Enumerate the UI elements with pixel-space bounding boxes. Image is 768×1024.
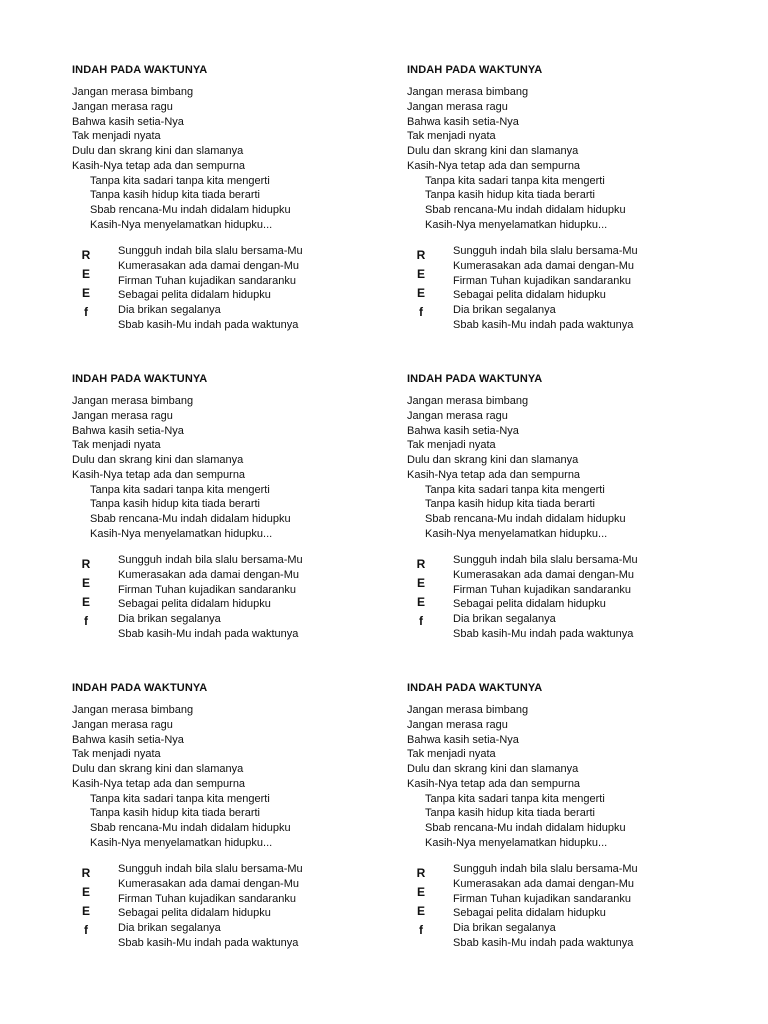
verse-line: Jangan merasa ragu — [407, 100, 508, 113]
verse-line: Kasih-Nya menyelamatkan hidupku... — [425, 527, 608, 540]
chorus-line: Sungguh indah bila slalu bersama-Mu — [453, 245, 638, 257]
verse-line: Jangan merasa bimbang — [72, 395, 194, 407]
reff-letter: E — [81, 904, 90, 918]
chorus-line: Sbab kasih-Mu indah pada waktunya — [453, 318, 634, 331]
chorus-line: Sebagai pelita didalam hidupku — [118, 289, 271, 302]
verse-line: Sbab rencana-Mu indah didalam hidupku — [425, 204, 626, 216]
verse-line: Jangan merasa bimbang — [407, 704, 529, 716]
reff-letter: E — [416, 595, 425, 609]
chorus-line: Sungguh indah bila slalu bersama-Mu — [118, 863, 303, 875]
reff-letter: R — [81, 248, 91, 262]
verse-line: Jangan merasa ragu — [72, 718, 173, 731]
chorus — [453, 862, 638, 951]
verse-line: Jangan merasa ragu — [72, 100, 173, 113]
verse-line: Dulu dan skrang kini dan slamanya — [407, 454, 579, 466]
reff-letter: f — [84, 923, 88, 937]
chorus-line: Dia brikan segalanya — [453, 304, 556, 316]
chorus-line: Sebagai pelita didalam hidupku — [453, 598, 606, 611]
verse-line: Tanpa kita sadari tanpa kita mengerti — [425, 483, 605, 496]
verse-line: Sbab rencana-Mu indah didalam hidupku — [425, 513, 626, 525]
chorus-line: Sbab kasih-Mu indah pada waktunya — [118, 627, 299, 640]
reff-letter: R — [416, 248, 426, 262]
chorus — [118, 244, 303, 333]
chorus-line: Firman Tuhan kujadikan sandaranku — [118, 892, 296, 905]
chorus-line: Sungguh indah bila slalu bersama-Mu — [118, 245, 303, 257]
lyrics-block — [407, 681, 737, 981]
chorus-line: Firman Tuhan kujadikan sandaranku — [453, 274, 631, 287]
song-title: INDAH PADA WAKTUNYA — [72, 682, 208, 694]
reff-letter: f — [84, 614, 88, 628]
chorus-line: Sbab kasih-Mu indah pada waktunya — [118, 936, 299, 949]
verse — [72, 703, 291, 851]
verse-line: Dulu dan skrang kini dan slamanya — [407, 145, 579, 157]
reff-letter: f — [419, 305, 423, 319]
reff-label — [415, 246, 427, 322]
chorus-line: Sebagai pelita didalam hidupku — [118, 907, 271, 920]
verse-line: Tanpa kita sadari tanpa kita mengerti — [425, 792, 605, 805]
verse — [407, 394, 626, 542]
verse-line: Tanpa kita sadari tanpa kita mengerti — [90, 792, 270, 805]
song-title: INDAH PADA WAKTUNYA — [72, 373, 208, 385]
reff-letter: R — [81, 866, 91, 880]
verse-line: Dulu dan skrang kini dan slamanya — [72, 145, 244, 157]
verse-line: Tanpa kasih hidup kita tiada berarti — [90, 189, 260, 202]
chorus-line: Dia brikan segalanya — [453, 613, 556, 625]
lyrics-block — [72, 681, 402, 981]
chorus-line: Sebagai pelita didalam hidupku — [118, 598, 271, 611]
chorus-line: Firman Tuhan kujadikan sandaranku — [118, 583, 296, 596]
reff-letter: f — [419, 923, 423, 937]
verse-line: Jangan merasa bimbang — [407, 395, 529, 407]
reff-letter: E — [416, 904, 425, 918]
reff-letter: f — [84, 305, 88, 319]
verse-line: Tanpa kasih hidup kita tiada berarti — [425, 807, 595, 820]
chorus-line: Kumerasakan ada damai dengan-Mu — [118, 877, 300, 890]
verse-line: Jangan merasa bimbang — [72, 704, 194, 716]
reff-letter: E — [81, 885, 90, 899]
verse-line: Tanpa kasih hidup kita tiada berarti — [425, 189, 595, 202]
lyrics-block — [407, 63, 737, 363]
chorus-line: Sungguh indah bila slalu bersama-Mu — [453, 863, 638, 875]
chorus-line: Firman Tuhan kujadikan sandaranku — [453, 583, 631, 596]
song-title: INDAH PADA WAKTUNYA — [407, 373, 543, 385]
chorus-line: Kumerasakan ada damai dengan-Mu — [118, 568, 300, 581]
verse-line: Bahwa kasih setia-Nya — [407, 424, 519, 437]
verse-line: Kasih-Nya menyelamatkan hidupku... — [425, 218, 608, 231]
verse-line: Sbab rencana-Mu indah didalam hidupku — [90, 513, 291, 525]
chorus-line: Kumerasakan ada damai dengan-Mu — [453, 568, 635, 581]
reff-letter: E — [81, 267, 90, 281]
song-title: INDAH PADA WAKTUNYA — [407, 682, 543, 694]
verse-line: Sbab rencana-Mu indah didalam hidupku — [90, 822, 291, 834]
verse — [407, 703, 626, 851]
song-title: INDAH PADA WAKTUNYA — [72, 64, 208, 76]
verse-line: Sbab rencana-Mu indah didalam hidupku — [425, 822, 626, 834]
chorus-line: Kumerasakan ada damai dengan-Mu — [453, 877, 635, 890]
verse-line: Bahwa kasih setia-Nya — [72, 115, 184, 128]
verse-line: Bahwa kasih setia-Nya — [407, 115, 519, 128]
verse-line: Sbab rencana-Mu indah didalam hidupku — [90, 204, 291, 216]
verse — [407, 85, 626, 233]
verse-line: Tak menjadi nyata — [72, 130, 161, 143]
chorus-line: Kumerasakan ada damai dengan-Mu — [118, 259, 300, 272]
reff-label — [80, 864, 92, 940]
verse-line: Dulu dan skrang kini dan slamanya — [407, 763, 579, 775]
verse-line: Kasih-Nya tetap ada dan sempurna — [407, 159, 581, 172]
verse-line: Kasih-Nya menyelamatkan hidupku... — [90, 218, 273, 231]
chorus-line: Sbab kasih-Mu indah pada waktunya — [453, 627, 634, 640]
verse-line: Tanpa kasih hidup kita tiada berarti — [90, 807, 260, 820]
verse-line: Tanpa kita sadari tanpa kita mengerti — [425, 174, 605, 187]
chorus-line: Dia brikan segalanya — [118, 304, 221, 316]
reff-letter: R — [81, 557, 91, 571]
verse-line: Tak menjadi nyata — [407, 439, 496, 452]
chorus-line: Sebagai pelita didalam hidupku — [453, 907, 606, 920]
verse-line: Tak menjadi nyata — [407, 130, 496, 143]
verse-line: Kasih-Nya tetap ada dan sempurna — [72, 159, 246, 172]
chorus-line: Dia brikan segalanya — [118, 922, 221, 934]
reff-letter: E — [416, 576, 425, 590]
verse-line: Tanpa kasih hidup kita tiada berarti — [425, 498, 595, 511]
chorus — [118, 553, 303, 642]
chorus-line: Sungguh indah bila slalu bersama-Mu — [453, 554, 638, 566]
verse-line: Jangan merasa bimbang — [407, 86, 529, 98]
lyrics-block — [407, 372, 737, 672]
reff-label — [80, 246, 92, 322]
chorus-line: Dia brikan segalanya — [453, 922, 556, 934]
reff-letter: R — [416, 866, 426, 880]
reff-letter: f — [419, 614, 423, 628]
verse-line: Kasih-Nya menyelamatkan hidupku... — [90, 836, 273, 849]
verse-line: Kasih-Nya tetap ada dan sempurna — [407, 777, 581, 790]
chorus — [453, 553, 638, 642]
chorus-line: Sungguh indah bila slalu bersama-Mu — [118, 554, 303, 566]
verse-line: Tak menjadi nyata — [72, 748, 161, 761]
lyrics-block — [72, 372, 402, 672]
verse-line: Bahwa kasih setia-Nya — [407, 733, 519, 746]
reff-letter: R — [416, 557, 426, 571]
chorus-line: Sbab kasih-Mu indah pada waktunya — [453, 936, 634, 949]
verse-line: Dulu dan skrang kini dan slamanya — [72, 454, 244, 466]
chorus — [453, 244, 638, 333]
verse-line: Tanpa kasih hidup kita tiada berarti — [90, 498, 260, 511]
verse-line: Tanpa kita sadari tanpa kita mengerti — [90, 174, 270, 187]
verse-line: Tanpa kita sadari tanpa kita mengerti — [90, 483, 270, 496]
reff-label — [415, 555, 427, 631]
reff-letter: E — [81, 576, 90, 590]
reff-letter: E — [416, 267, 425, 281]
verse-line: Kasih-Nya menyelamatkan hidupku... — [90, 527, 273, 540]
verse — [72, 85, 291, 233]
verse-line: Dulu dan skrang kini dan slamanya — [72, 763, 244, 775]
verse-line: Jangan merasa ragu — [407, 718, 508, 731]
chorus — [118, 862, 303, 951]
reff-letter: E — [416, 286, 425, 300]
verse-line: Jangan merasa ragu — [72, 409, 173, 422]
chorus-line: Kumerasakan ada damai dengan-Mu — [453, 259, 635, 272]
verse-line: Kasih-Nya tetap ada dan sempurna — [72, 777, 246, 790]
chorus-line: Firman Tuhan kujadikan sandaranku — [453, 892, 631, 905]
verse-line: Tak menjadi nyata — [407, 748, 496, 761]
verse — [72, 394, 291, 542]
verse-line: Jangan merasa bimbang — [72, 86, 194, 98]
chorus-line: Sbab kasih-Mu indah pada waktunya — [118, 318, 299, 331]
song-title: INDAH PADA WAKTUNYA — [407, 64, 543, 76]
reff-letter: E — [81, 595, 90, 609]
chorus-line: Dia brikan segalanya — [118, 613, 221, 625]
verse-line: Jangan merasa ragu — [407, 409, 508, 422]
verse-line: Tak menjadi nyata — [72, 439, 161, 452]
verse-line: Kasih-Nya tetap ada dan sempurna — [407, 468, 581, 481]
lyrics-block — [72, 63, 402, 363]
reff-letter: E — [416, 885, 425, 899]
reff-label — [415, 864, 427, 940]
reff-letter: E — [81, 286, 90, 300]
chorus-line: Firman Tuhan kujadikan sandaranku — [118, 274, 296, 287]
chorus-line: Sebagai pelita didalam hidupku — [453, 289, 606, 302]
verse-line: Bahwa kasih setia-Nya — [72, 424, 184, 437]
reff-label — [80, 555, 92, 631]
verse-line: Bahwa kasih setia-Nya — [72, 733, 184, 746]
verse-line: Kasih-Nya menyelamatkan hidupku... — [425, 836, 608, 849]
verse-line: Kasih-Nya tetap ada dan sempurna — [72, 468, 246, 481]
